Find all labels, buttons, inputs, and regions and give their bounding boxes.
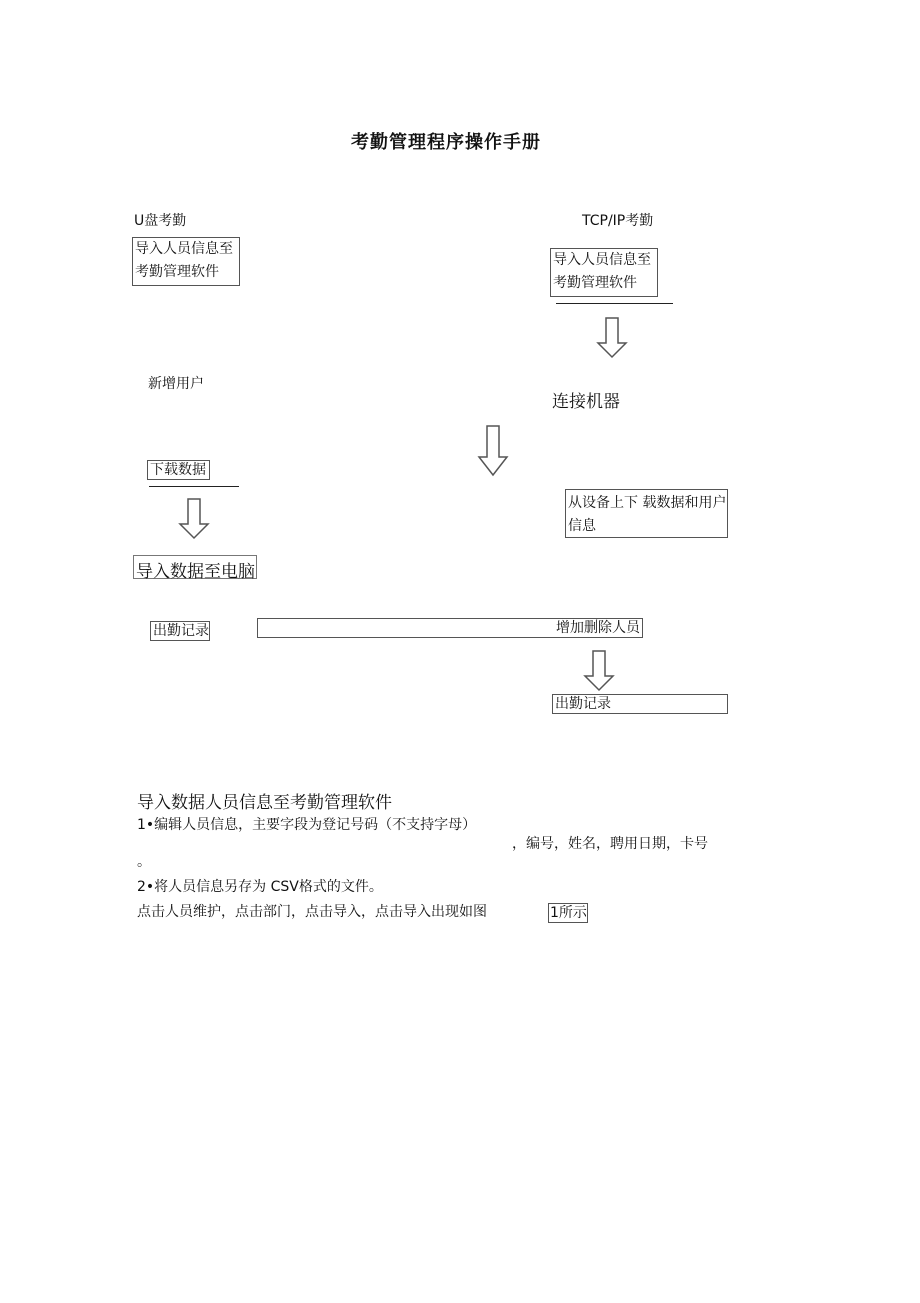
- connect-machine-label: 连接机器: [552, 392, 620, 412]
- tcpip-import-underline: [556, 303, 673, 304]
- usb-attendance-heading: U盘考勤: [134, 213, 187, 229]
- down-arrow-icon: [596, 317, 628, 359]
- step-1-end: 。: [137, 854, 151, 870]
- device-download-text: 从设备上下 载数据和用户信息: [568, 495, 727, 534]
- step-3: 点击人员维护，点击部门，点击导入，点击导入出现如图: [137, 904, 487, 920]
- attendance-record-text-right: 出勤记录: [555, 696, 611, 712]
- step-1: 1•编辑人员信息，主要字段为登记号码（不支持字母）: [137, 817, 477, 833]
- download-data-text: 下载数据: [150, 462, 206, 478]
- attendance-record-box-right: [552, 694, 728, 714]
- download-underline: [149, 486, 239, 487]
- add-remove-staff-box: [257, 618, 643, 638]
- download-data-box: [147, 460, 210, 480]
- import-to-pc-text: 导入数据至电脑: [136, 562, 255, 582]
- step-2: 2•将人员信息另存为 CSV格式的文件。: [137, 879, 383, 895]
- attendance-record-box-left: [150, 621, 210, 641]
- down-arrow-icon: [477, 425, 509, 477]
- usb-import-text: 导入人员信息至考勤管理软件: [135, 241, 233, 280]
- add-user-label: 新增用户: [148, 376, 204, 392]
- figure-ref-box: [548, 903, 588, 923]
- device-download-box: [565, 489, 728, 538]
- section-heading: 导入数据人员信息至考勤管理软件: [137, 793, 392, 813]
- tcpip-attendance-heading: TCP/IP考勤: [582, 213, 654, 229]
- page-title: 考勤管理程序操作手册: [351, 132, 541, 153]
- down-arrow-icon: [583, 650, 615, 692]
- figure-ref-text: 1所示: [550, 905, 587, 921]
- import-to-pc-box: [133, 555, 257, 582]
- step-1-continued: ，编号，姓名，聘用日期，卡号: [512, 836, 708, 852]
- usb-import-box: [132, 237, 240, 286]
- add-remove-staff-text: 增加删除人员: [556, 620, 640, 636]
- attendance-record-text-left: 出勤记录: [153, 623, 209, 639]
- down-arrow-icon: [178, 498, 210, 540]
- tcpip-import-box: [550, 248, 658, 297]
- tcpip-import-text: 导入人员信息至考勤管理软件: [553, 252, 651, 291]
